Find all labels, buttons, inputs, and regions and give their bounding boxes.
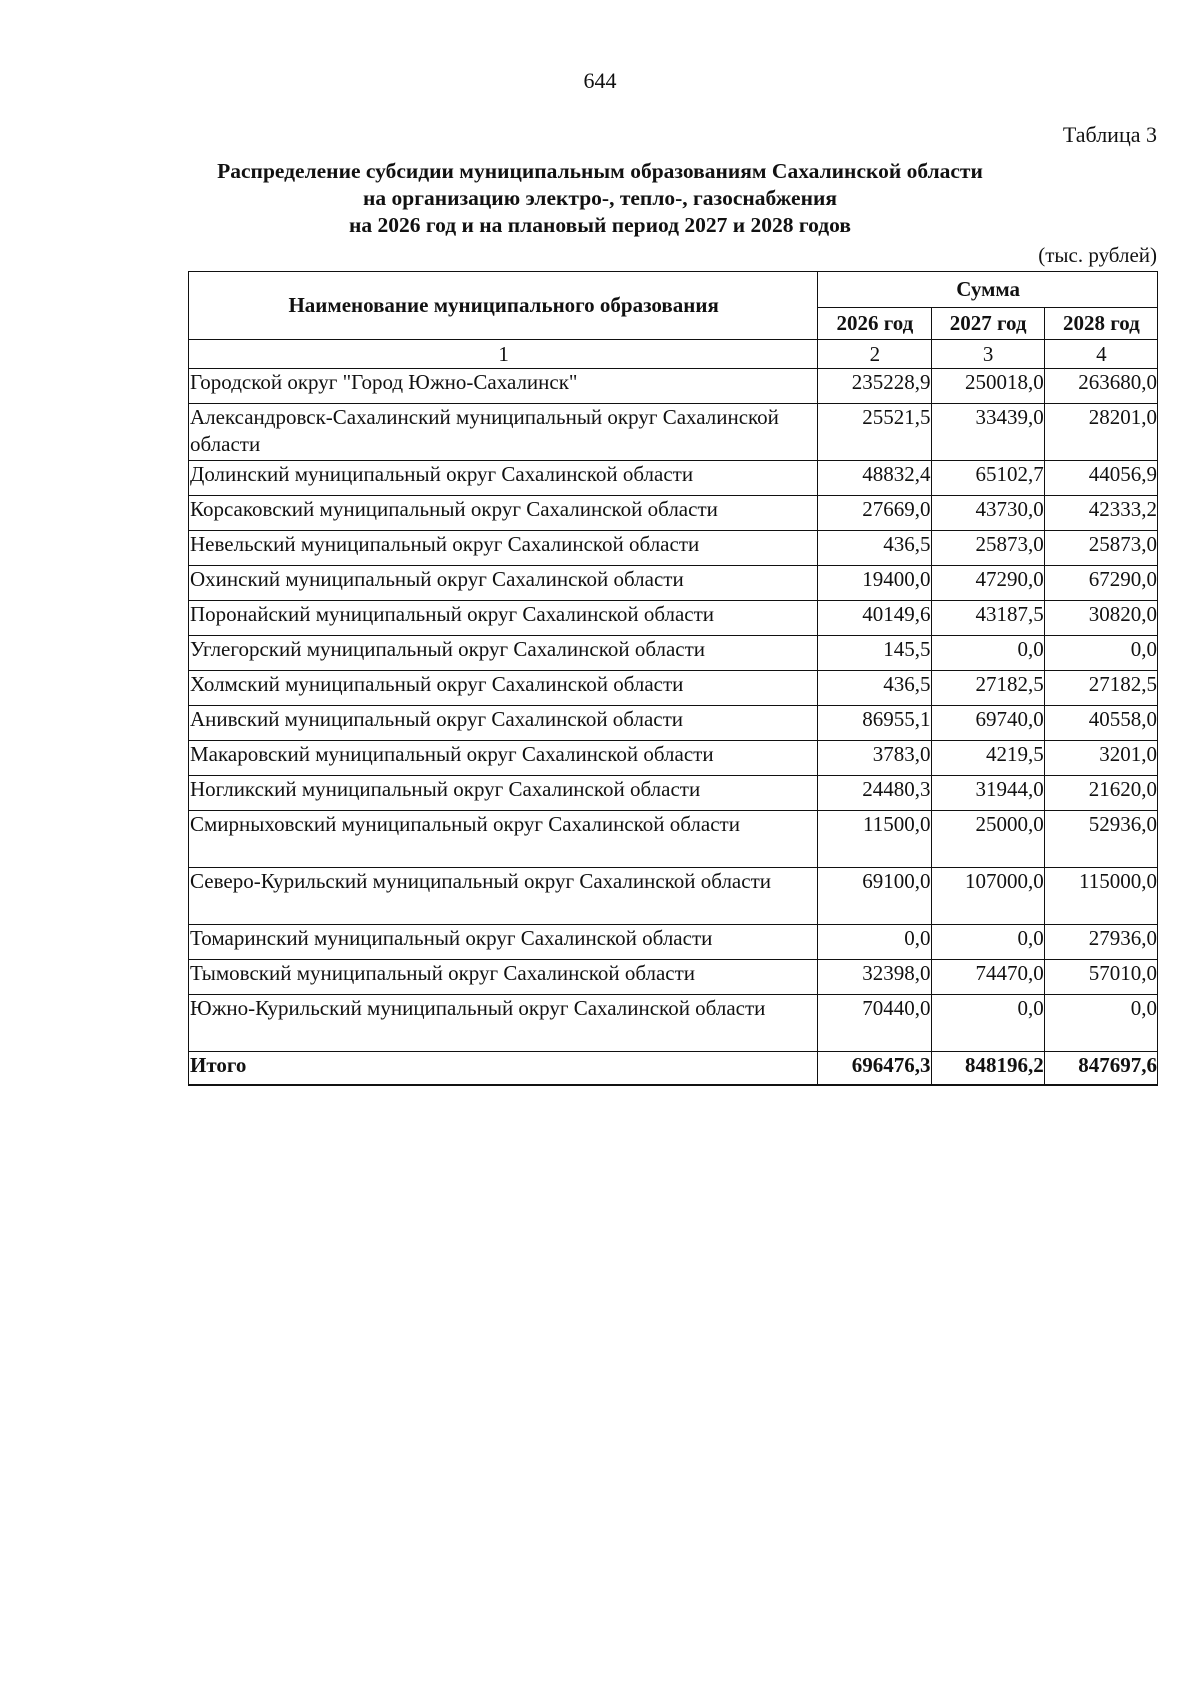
municipality-name: Анивский муниципальный округ Сахалинской области [189,706,818,741]
table-row [189,496,1158,531]
table-row [189,531,1158,566]
header-year-2026: 2026 год [818,308,931,340]
municipality-name: Невельский муниципальный округ Сахалинской области [189,531,818,566]
units-label: (тыс. рублей) [1038,243,1157,267]
value-2026: 86955,1 [818,706,931,741]
municipality-name: Тымовский муниципальный округ Сахалинской области [189,960,818,995]
value-2027: 33439,0 [931,404,1044,461]
total-label: Итого [189,1052,818,1086]
value-2028: 42333,2 [1044,496,1157,531]
value-2026: 19400,0 [818,566,931,601]
municipality-name: Долинский муниципальный округ Сахалинской области [189,461,818,496]
value-2028: 27182,5 [1044,671,1157,706]
value-2028: 52936,0 [1044,811,1157,868]
total-2028: 847697,6 [1044,1052,1157,1086]
value-2026: 40149,6 [818,601,931,636]
value-2027: 69740,0 [931,706,1044,741]
value-2026: 3783,0 [818,741,931,776]
value-2027: 47290,0 [931,566,1044,601]
value-2026: 145,5 [818,636,931,671]
value-2027: 4219,5 [931,741,1044,776]
municipality-name: Городской округ "Город Южно-Сахалинск" [189,369,818,404]
value-2027: 27182,5 [931,671,1044,706]
municipality-name: Смирныховский муниципальный округ Сахалинской области [189,811,818,868]
header-year-2027: 2027 год [931,308,1044,340]
municipality-name: Ногликский муниципальный округ Сахалинской области [189,776,818,811]
value-2027: 43187,5 [931,601,1044,636]
table-row [189,776,1158,811]
value-2027: 107000,0 [931,868,1044,925]
title-line-1: Распределение субсидии муниципальным образованиям Сахалинской области [217,159,983,183]
value-2026: 436,5 [818,531,931,566]
title-line-2: на организацию электро-, тепло-, газоснабжения [363,186,837,210]
header-year-2028: 2028 год [1044,308,1157,340]
table-label: Таблица 3 [1062,122,1157,147]
value-2028: 28201,0 [1044,404,1157,461]
table-row [189,706,1158,741]
table-row [189,741,1158,776]
value-2026: 69100,0 [818,868,931,925]
value-2026: 436,5 [818,671,931,706]
value-2026: 11500,0 [818,811,931,868]
total-row [189,1052,1158,1086]
value-2028: 25873,0 [1044,531,1157,566]
value-2028: 21620,0 [1044,776,1157,811]
value-2027: 31944,0 [931,776,1044,811]
table-row [189,601,1158,636]
table-row [189,925,1158,960]
value-2027: 43730,0 [931,496,1044,531]
value-2026: 25521,5 [818,404,931,461]
value-2026: 27669,0 [818,496,931,531]
value-2028: 30820,0 [1044,601,1157,636]
value-2027: 250018,0 [931,369,1044,404]
column-number: 3 [931,340,1044,369]
column-number: 4 [1044,340,1157,369]
table-row [189,461,1158,496]
municipality-name: Холмский муниципальный округ Сахалинской области [189,671,818,706]
page-number: 644 [583,68,617,93]
value-2028: 44056,9 [1044,461,1157,496]
value-2028: 115000,0 [1044,868,1157,925]
table-row [189,671,1158,706]
municipality-name: Поронайский муниципальный округ Сахалинской области [189,601,818,636]
municipality-name: Александровск-Сахалинский муниципальный округ Сахалинской области [189,404,818,461]
table-row [189,636,1158,671]
value-2026: 0,0 [818,925,931,960]
table-row [189,369,1158,404]
subsidy-table [188,271,1158,1086]
municipality-name: Охинский муниципальный округ Сахалинской области [189,566,818,601]
value-2027: 0,0 [931,636,1044,671]
value-2026: 70440,0 [818,995,931,1052]
municipality-name: Томаринский муниципальный округ Сахалинской области [189,925,818,960]
value-2026: 48832,4 [818,461,931,496]
column-numbers-row [189,340,1158,369]
value-2027: 0,0 [931,925,1044,960]
value-2027: 25000,0 [931,811,1044,868]
column-number: 2 [818,340,931,369]
value-2028: 27936,0 [1044,925,1157,960]
header-sum: Сумма [818,272,1158,308]
value-2026: 32398,0 [818,960,931,995]
header-name: Наименование муниципального образования [189,272,818,340]
table-row [189,404,1158,461]
value-2028: 0,0 [1044,636,1157,671]
value-2028: 67290,0 [1044,566,1157,601]
value-2027: 74470,0 [931,960,1044,995]
table-row [189,566,1158,601]
table-row [189,868,1158,925]
column-number: 1 [189,340,818,369]
value-2026: 235228,9 [818,369,931,404]
value-2028: 263680,0 [1044,369,1157,404]
municipality-name: Макаровский муниципальный округ Сахалинской области [189,741,818,776]
value-2028: 0,0 [1044,995,1157,1052]
total-2026: 696476,3 [818,1052,931,1086]
municipality-name: Корсаковский муниципальный округ Сахалинской области [189,496,818,531]
document-title [0,158,1200,239]
value-2027: 65102,7 [931,461,1044,496]
municipality-name: Южно-Курильский муниципальный округ Сахалинской области [189,995,818,1052]
table-row [189,811,1158,868]
municipality-name: Северо-Курильский муниципальный округ Сахалинской области [189,868,818,925]
title-line-3: на 2026 год и на плановый период 2027 и 2028 годов [349,213,851,237]
table-row [189,995,1158,1052]
municipality-name: Углегорский муниципальный округ Сахалинской области [189,636,818,671]
value-2027: 0,0 [931,995,1044,1052]
value-2028: 3201,0 [1044,741,1157,776]
value-2028: 40558,0 [1044,706,1157,741]
value-2026: 24480,3 [818,776,931,811]
table-row [189,960,1158,995]
value-2028: 57010,0 [1044,960,1157,995]
value-2027: 25873,0 [931,531,1044,566]
table-body [189,340,1158,1086]
total-2027: 848196,2 [931,1052,1044,1086]
